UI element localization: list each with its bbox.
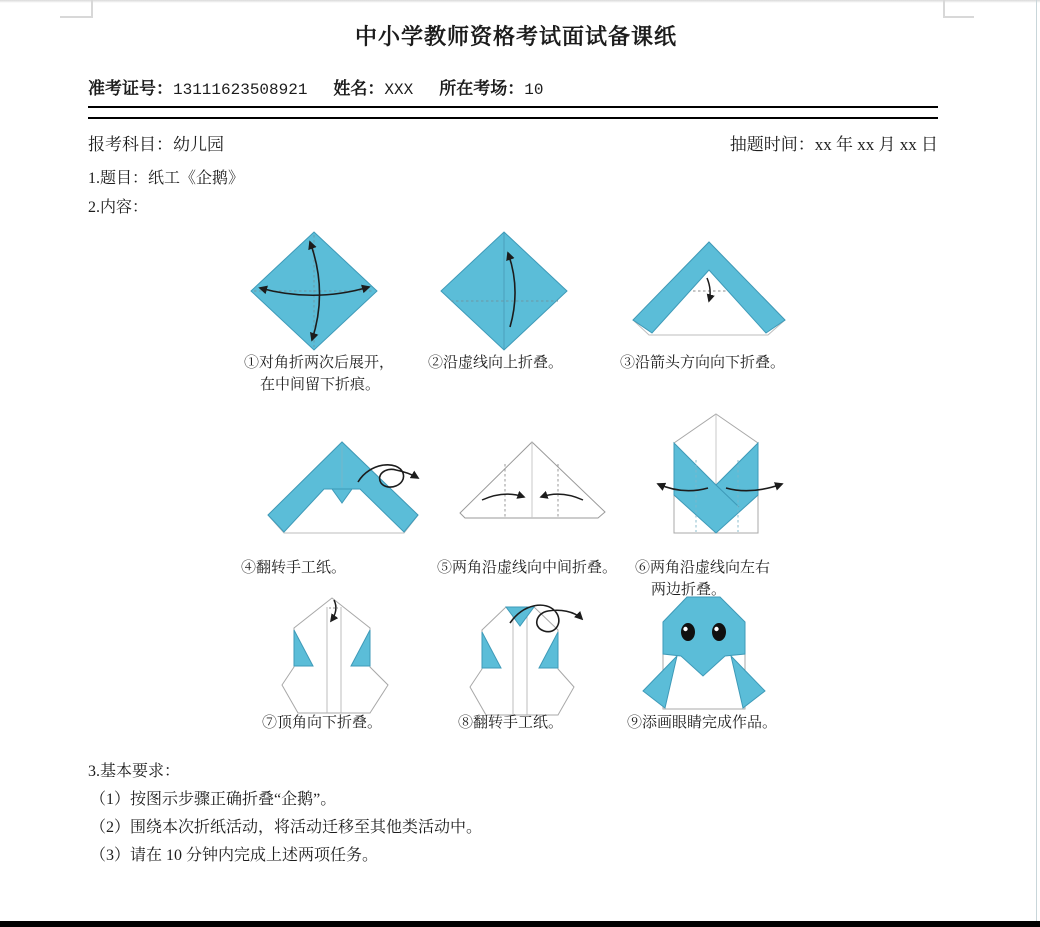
step-4-caption: ④翻转手工纸。 (241, 560, 347, 576)
draw-time (730, 130, 938, 155)
step-6-diagram (648, 412, 793, 541)
step-5-diagram (452, 436, 612, 529)
exam-room-label: 所在考场： (439, 79, 525, 98)
origami-diamond-cross-fold-icon (250, 229, 380, 359)
step-2-diagram (440, 229, 570, 364)
name-label: 姓名： (333, 79, 385, 98)
subject (88, 130, 224, 155)
subject-value: 幼儿园 (173, 135, 224, 154)
step-8-caption: ⑧翻转手工纸。 (458, 715, 564, 731)
origami-penguin-icon (635, 592, 775, 714)
requirement-item-2: （2）围绕本次折纸活动，将活动迁移至其他类活动中。 (90, 819, 483, 836)
requirement-item-3: （3）请在 10 分钟内完成上述两项任务。 (90, 847, 379, 864)
step-9-caption: ⑨添画眼睛完成作品。 (627, 715, 778, 731)
step-1-diagram (250, 229, 380, 364)
origami-top-fold-down-icon (280, 595, 390, 718)
step-5-caption: ⑤两角沿虚线向中间折叠。 (437, 560, 618, 576)
origami-fold-sides-out-icon (648, 412, 793, 536)
window-bottom-border (0, 921, 1040, 927)
step-8-diagram (452, 597, 592, 725)
step-4-diagram (258, 432, 428, 545)
step-7-diagram (280, 595, 390, 723)
step-1-caption: ①对角折两次后展开， 在中间留下折痕。 (244, 355, 395, 393)
admission-no-label: 准考证号： (88, 79, 173, 98)
requirement-item-1: （1）按图示步骤正确折叠“企鹅”。 (90, 791, 337, 808)
subject-label: 报考科目： (88, 135, 173, 154)
double-rule (88, 106, 938, 119)
step-6-caption: ⑥两角沿虚线向左右 两边折叠。 (635, 560, 771, 598)
subject-row (88, 130, 938, 155)
step-3-diagram (630, 238, 790, 345)
question-title-line: 1.题目：纸工《企鹅》 (88, 170, 245, 187)
page-title: 中小学教师资格考试面试备课纸 (354, 24, 677, 49)
page-top-edge (0, 0, 1040, 3)
step-7-caption: ⑦顶角向下折叠。 (262, 715, 383, 731)
step-3-caption: ③沿箭头方向向下折叠。 (620, 355, 786, 371)
requirements-heading: 3.基本要求： (88, 763, 181, 780)
origami-flip-paper-2-icon (452, 597, 592, 720)
page-right-edge (1036, 0, 1037, 927)
origami-triangle-fold-middle-icon (452, 436, 612, 524)
step-9-diagram (635, 592, 775, 719)
draw-time-value: xx 年 xx 月 xx 日 (814, 135, 938, 154)
question-content-line: 2.内容： (88, 199, 149, 216)
step-2-caption: ②沿虚线向上折叠。 (428, 355, 564, 371)
draw-time-label: 抽题时间： (729, 135, 815, 154)
admission-no-value: 13111623508921 (173, 81, 308, 99)
origami-flip-paper-icon (258, 432, 428, 540)
name-value: XXX (384, 81, 414, 99)
origami-chevron-fold-down-icon (630, 238, 790, 340)
exam-room-value: 10 (524, 81, 544, 99)
origami-diamond-fold-up-icon (440, 229, 570, 359)
candidate-info-row (88, 74, 543, 99)
